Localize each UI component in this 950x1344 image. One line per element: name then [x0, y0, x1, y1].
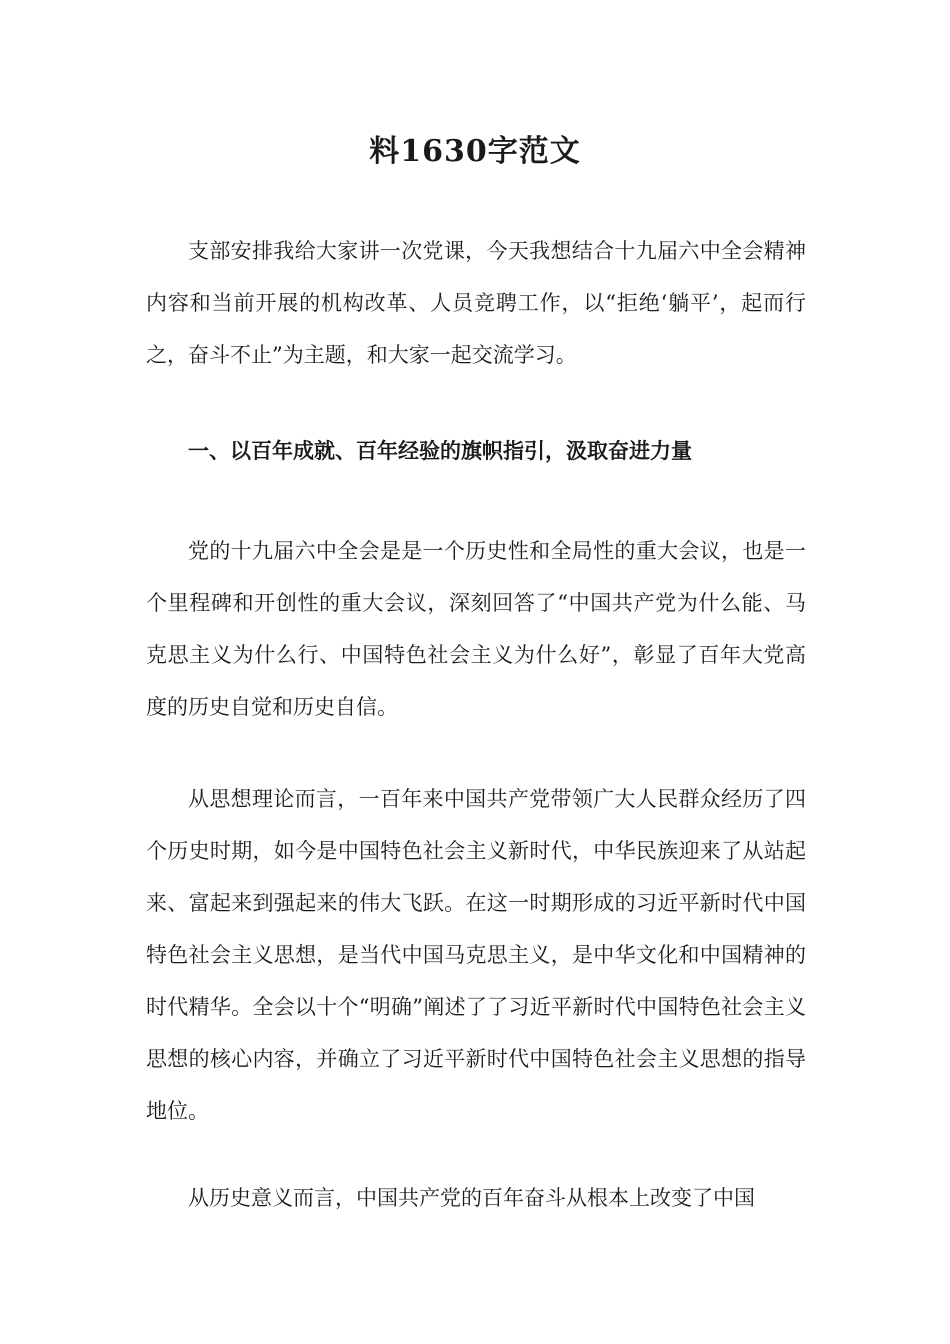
paragraph-history: 从历史意义而言，中国共产党的百年奋斗从根本上改变了中国 [188, 1186, 755, 1210]
paragraph-intro: 支部安排我给大家讲一次党课，今天我想结合十九届六中全会精神内容和当前开展的机构改革、人员竞聘工作，以“拒绝‘躺平’，起而行之，奋斗不止”为主题，和大家一起交流学习。 [146, 239, 806, 367]
paragraph-plenary: 党的十九届六中全会是是一个历史性和全局性的重大会议，也是一个里程碑和开创性的重大会议，深刻回答了“中国共产党为什么能、马克思主义为什么行、中国特色社会主义为什么好”，彰显了百年大党高度的历史自觉和历史自信。 [146, 539, 806, 719]
paragraph-theory: 从思想理论而言，一百年来中国共产党带领广大人民群众经历了四个历史时期，如今是中国特色社会主义新时代，中华民族迎来了从站起来、富起来到强起来的伟大飞跃。在这一时期形成的习近平新时代中国特色社会主义思想，是当代中国马克思主义，是中华文化和中国精神的时代精华。全会以十个“明确”阐述了了习近平新时代中国特色社会主义思想的核心内容，并确立了习近平新时代中国特色社会主义思想的指导地位。 [146, 787, 806, 1123]
section-heading: 一、以百年成就、百年经验的旗帜指引，汲取奋进力量 [188, 438, 692, 463]
document-title: 料1630字范文 [369, 134, 581, 169]
